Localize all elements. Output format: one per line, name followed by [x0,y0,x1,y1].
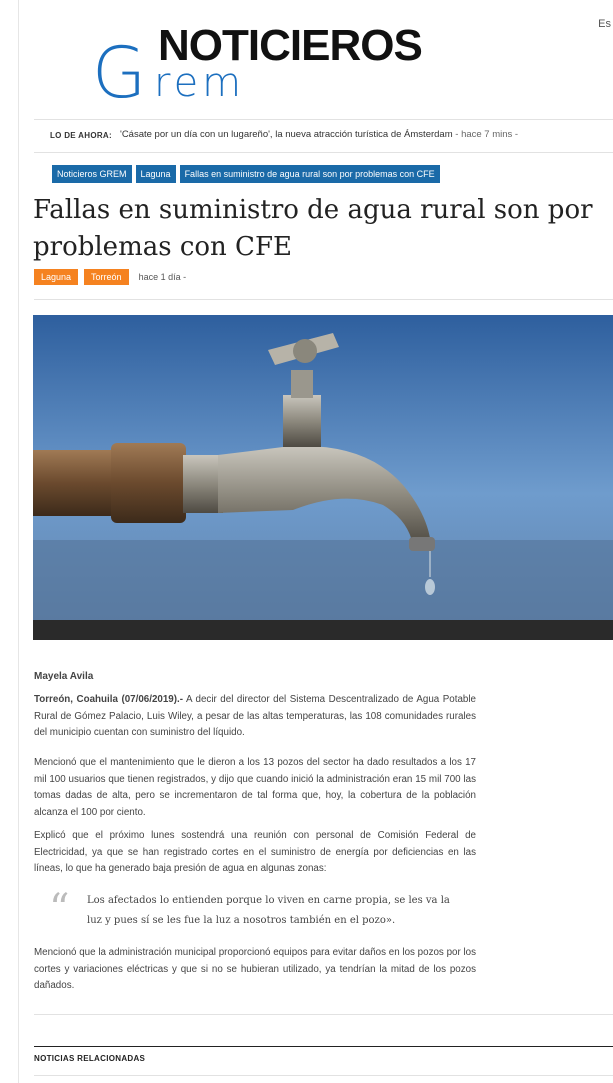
tag-torreon[interactable]: Torreón [84,269,129,285]
section-divider [34,1046,613,1047]
ticker-time: - hace 7 mins - [452,129,519,140]
article-meta [34,269,186,285]
divider [34,1075,613,1076]
logo-wordmark: NOTICIEROS [158,21,422,70]
ticker-item[interactable] [120,129,518,140]
ticker-headline[interactable]: 'Cásate por un día con un lugareño', la nueva atracción turística de Ámsterdam [120,129,453,140]
breadcrumb-current[interactable]: Fallas en suministro de agua rural son por problemas con CFE [180,165,440,183]
breadcrumb [52,165,440,183]
divider [34,1014,613,1015]
breadcrumb-home[interactable]: Noticieros GREM [52,165,132,183]
article-paragraph: Explicó que el próximo lunes sostendrá una reunión con personal de Comisión Federal de Electricidad, ya que se han registrado cortes en el suministro de energía por deficiencias en las líneas, lo que ha generado baja presión de agua en algunas zonas: [34,830,476,874]
paragraph-text: A decir del director del Sistema Descentralizado de Agua Potable Rural de Gómez Palacio, Luis Wiley, a pesar de las altas temperaturas, las 108 comunidades rurales del municipio cuentan con suministro del líquido. [34,694,476,738]
breadcrumb-category[interactable]: Laguna [136,165,176,183]
logo-rem: rem [154,60,246,106]
tag-laguna[interactable]: Laguna [34,269,78,285]
article-paragraph [34,692,476,742]
article-paragraph: Mencionó que el mantenimiento que le dieron a los 13 pozos del sector ha dado resultados a los 17 mil 100 usuarios que tienen registrados, y dijo que cuando inició la administración eran 15 mil 700 las tomas dadas de alta, pero se incrementaron de tal forma que, hoy, la cobertura de la población alcanza el 100 por ciento. [34,757,476,818]
ticker-label: LO DE AHORA: [50,131,112,140]
article-title: Fallas en suministro de agua rural son por problemas con CFE [33,195,593,262]
quote-icon: “ [49,886,70,932]
article-time: hace 1 día - [138,272,187,282]
news-ticker [34,119,613,153]
related-news-heading: NOTICIAS RELACIONADAS [34,1054,146,1063]
article-paragraph: Mencionó que la administración municipal proporcionó equipos para evitar daños en los pozos por los cortes y variaciones eléctricas y que si no se hubieran utilizado, ya tendrían la mitad de los pozos dañados. [34,947,476,991]
left-border [18,0,19,1083]
divider [34,299,613,300]
logo-letter-g: G [92,32,147,114]
article-quote: Los afectados lo entienden porque lo viven en carne propia, se les va la luz y pues sí se les fue la luz a nosotros también en el pozo». [87,895,450,926]
article-author: Mayela Avila [34,671,94,682]
site-logo[interactable] [92,22,432,112]
dateline: Torreón, Coahuila (07/06/2019).- [34,694,183,705]
article-image [33,315,613,640]
top-right-text: Es [598,18,611,30]
